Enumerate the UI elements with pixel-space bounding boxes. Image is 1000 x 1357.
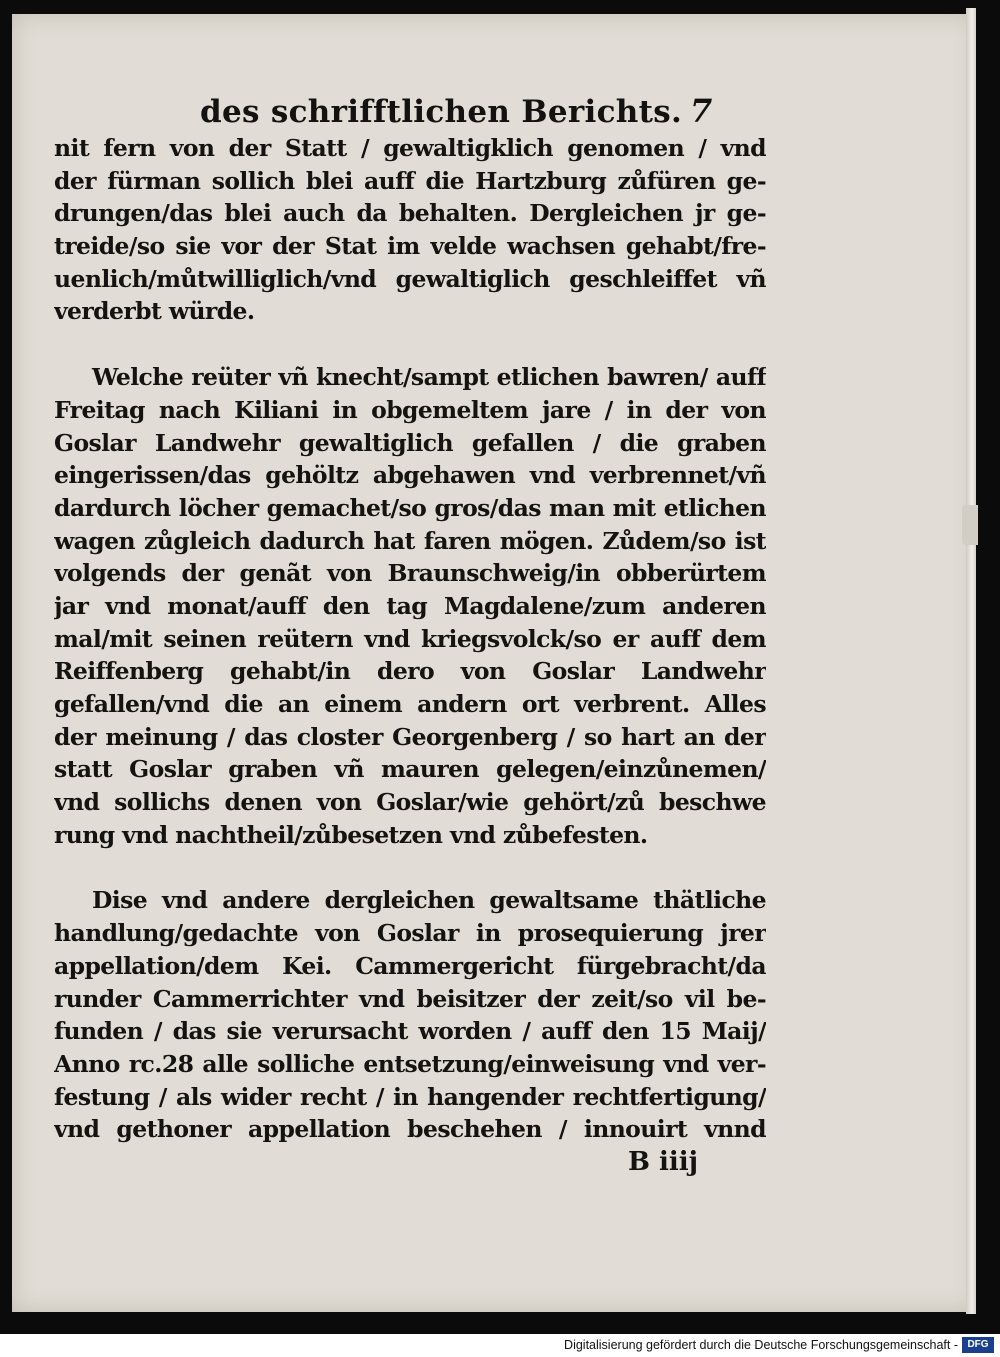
text-line: volgends der genãt von Braunschweig/in obberürtem <box>54 559 766 588</box>
text-line: runder Cammerrichter vnd beisitzer der zeit/so vil be- <box>54 984 766 1013</box>
text-line: Freitag nach Kiliani in obgemeltem jare / in der von <box>54 395 766 424</box>
text-line: Dise vnd andere dergleichen gewaltsame thätliche <box>92 886 766 915</box>
text-line: drungen/das blei auch da behalten. Dergleichen jr ge- <box>54 199 766 228</box>
text-line: eingerissen/das gehöltz abgehawen vnd verbrennet/vñ <box>54 461 766 490</box>
text-line: vnd gethoner appellation beschehen / innouirt vnnd <box>54 1115 766 1144</box>
text-line: appellation/dem Kei. Cammergericht fürgebracht/da <box>54 951 766 980</box>
text-line: Welche reüter vñ knecht/sampt etlichen bawren/ auff <box>92 363 766 392</box>
text-line: jar vnd monat/auff den tag Magdalene/zum anderen <box>54 591 766 620</box>
text-line: nit fern von der Statt / gewaltigklich genomen / vnd <box>54 134 766 162</box>
body-text <box>54 132 766 1146</box>
dfg-logo-icon: DFG <box>962 1337 994 1353</box>
text-line: rung vnd nachtheil/zůbesetzen vnd zůbefesten. <box>54 820 648 849</box>
footer-bar <box>0 1334 1000 1357</box>
page-notch <box>962 505 978 545</box>
text-line: festung / als wider recht / in hangender rechtfertigung/ <box>54 1082 766 1111</box>
page-edge <box>966 8 976 1314</box>
text-line: gefallen/vnd die an einem andern ort verbrent. Alles <box>54 690 766 718</box>
paragraph-2 <box>54 361 766 851</box>
paragraph-gap <box>54 851 766 884</box>
text-line: der fürman sollich blei auff die Hartzburg zůfüren ge- <box>54 166 766 195</box>
text-line: Anno rc.28 alle solliche entsetzung/einweisung vnd ver- <box>54 1049 766 1078</box>
text-line: dardurch löcher gemachet/so gros/das man mit etlichen <box>54 493 766 522</box>
text-line: Reiffenberg gehabt/in dero von Goslar Landwehr <box>54 657 766 686</box>
running-head: des schrifftlichen Berichts. <box>200 94 683 130</box>
text-line: verderbt würde. <box>54 297 255 326</box>
text-line: Goslar Landwehr gewaltiglich gefallen / die graben <box>54 428 766 457</box>
text-line: der meinung / das closter Georgenberg / so hart an der <box>54 722 766 751</box>
paragraph-1 <box>54 132 766 328</box>
text-line: funden / das sie verursacht worden / auff den 15 Maij/ <box>54 1017 766 1046</box>
text-line: mal/mit seinen reütern vnd kriegsvolck/so er auff dem <box>54 624 766 653</box>
text-line: statt Goslar graben vñ mauren gelegen/einzůnemen/ <box>54 755 766 784</box>
paragraph-3 <box>54 884 766 1146</box>
signature-mark: B iiij <box>628 1147 699 1177</box>
funding-notice: Digitalisierung gefördert durch die Deutsche Forschungsgemeinschaft - <box>564 1338 958 1352</box>
page-number: 7 <box>690 92 713 130</box>
text-line: treide/so sie vor der Stat im velde wachsen gehabt/fre- <box>54 232 766 261</box>
paragraph-gap <box>54 328 766 361</box>
text-line: wagen zůgleich dadurch hat faren mögen. Zůdem/so ist <box>54 526 766 555</box>
text-line: uenlich/můtwilliglich/vnd gewaltiglich geschleiffet vñ <box>54 264 766 293</box>
text-line: handlung/gedachte von Goslar in prosequierung jrer <box>54 919 766 948</box>
text-line: vnd sollichs denen von Goslar/wie gehört/zů beschwe <box>54 788 766 817</box>
